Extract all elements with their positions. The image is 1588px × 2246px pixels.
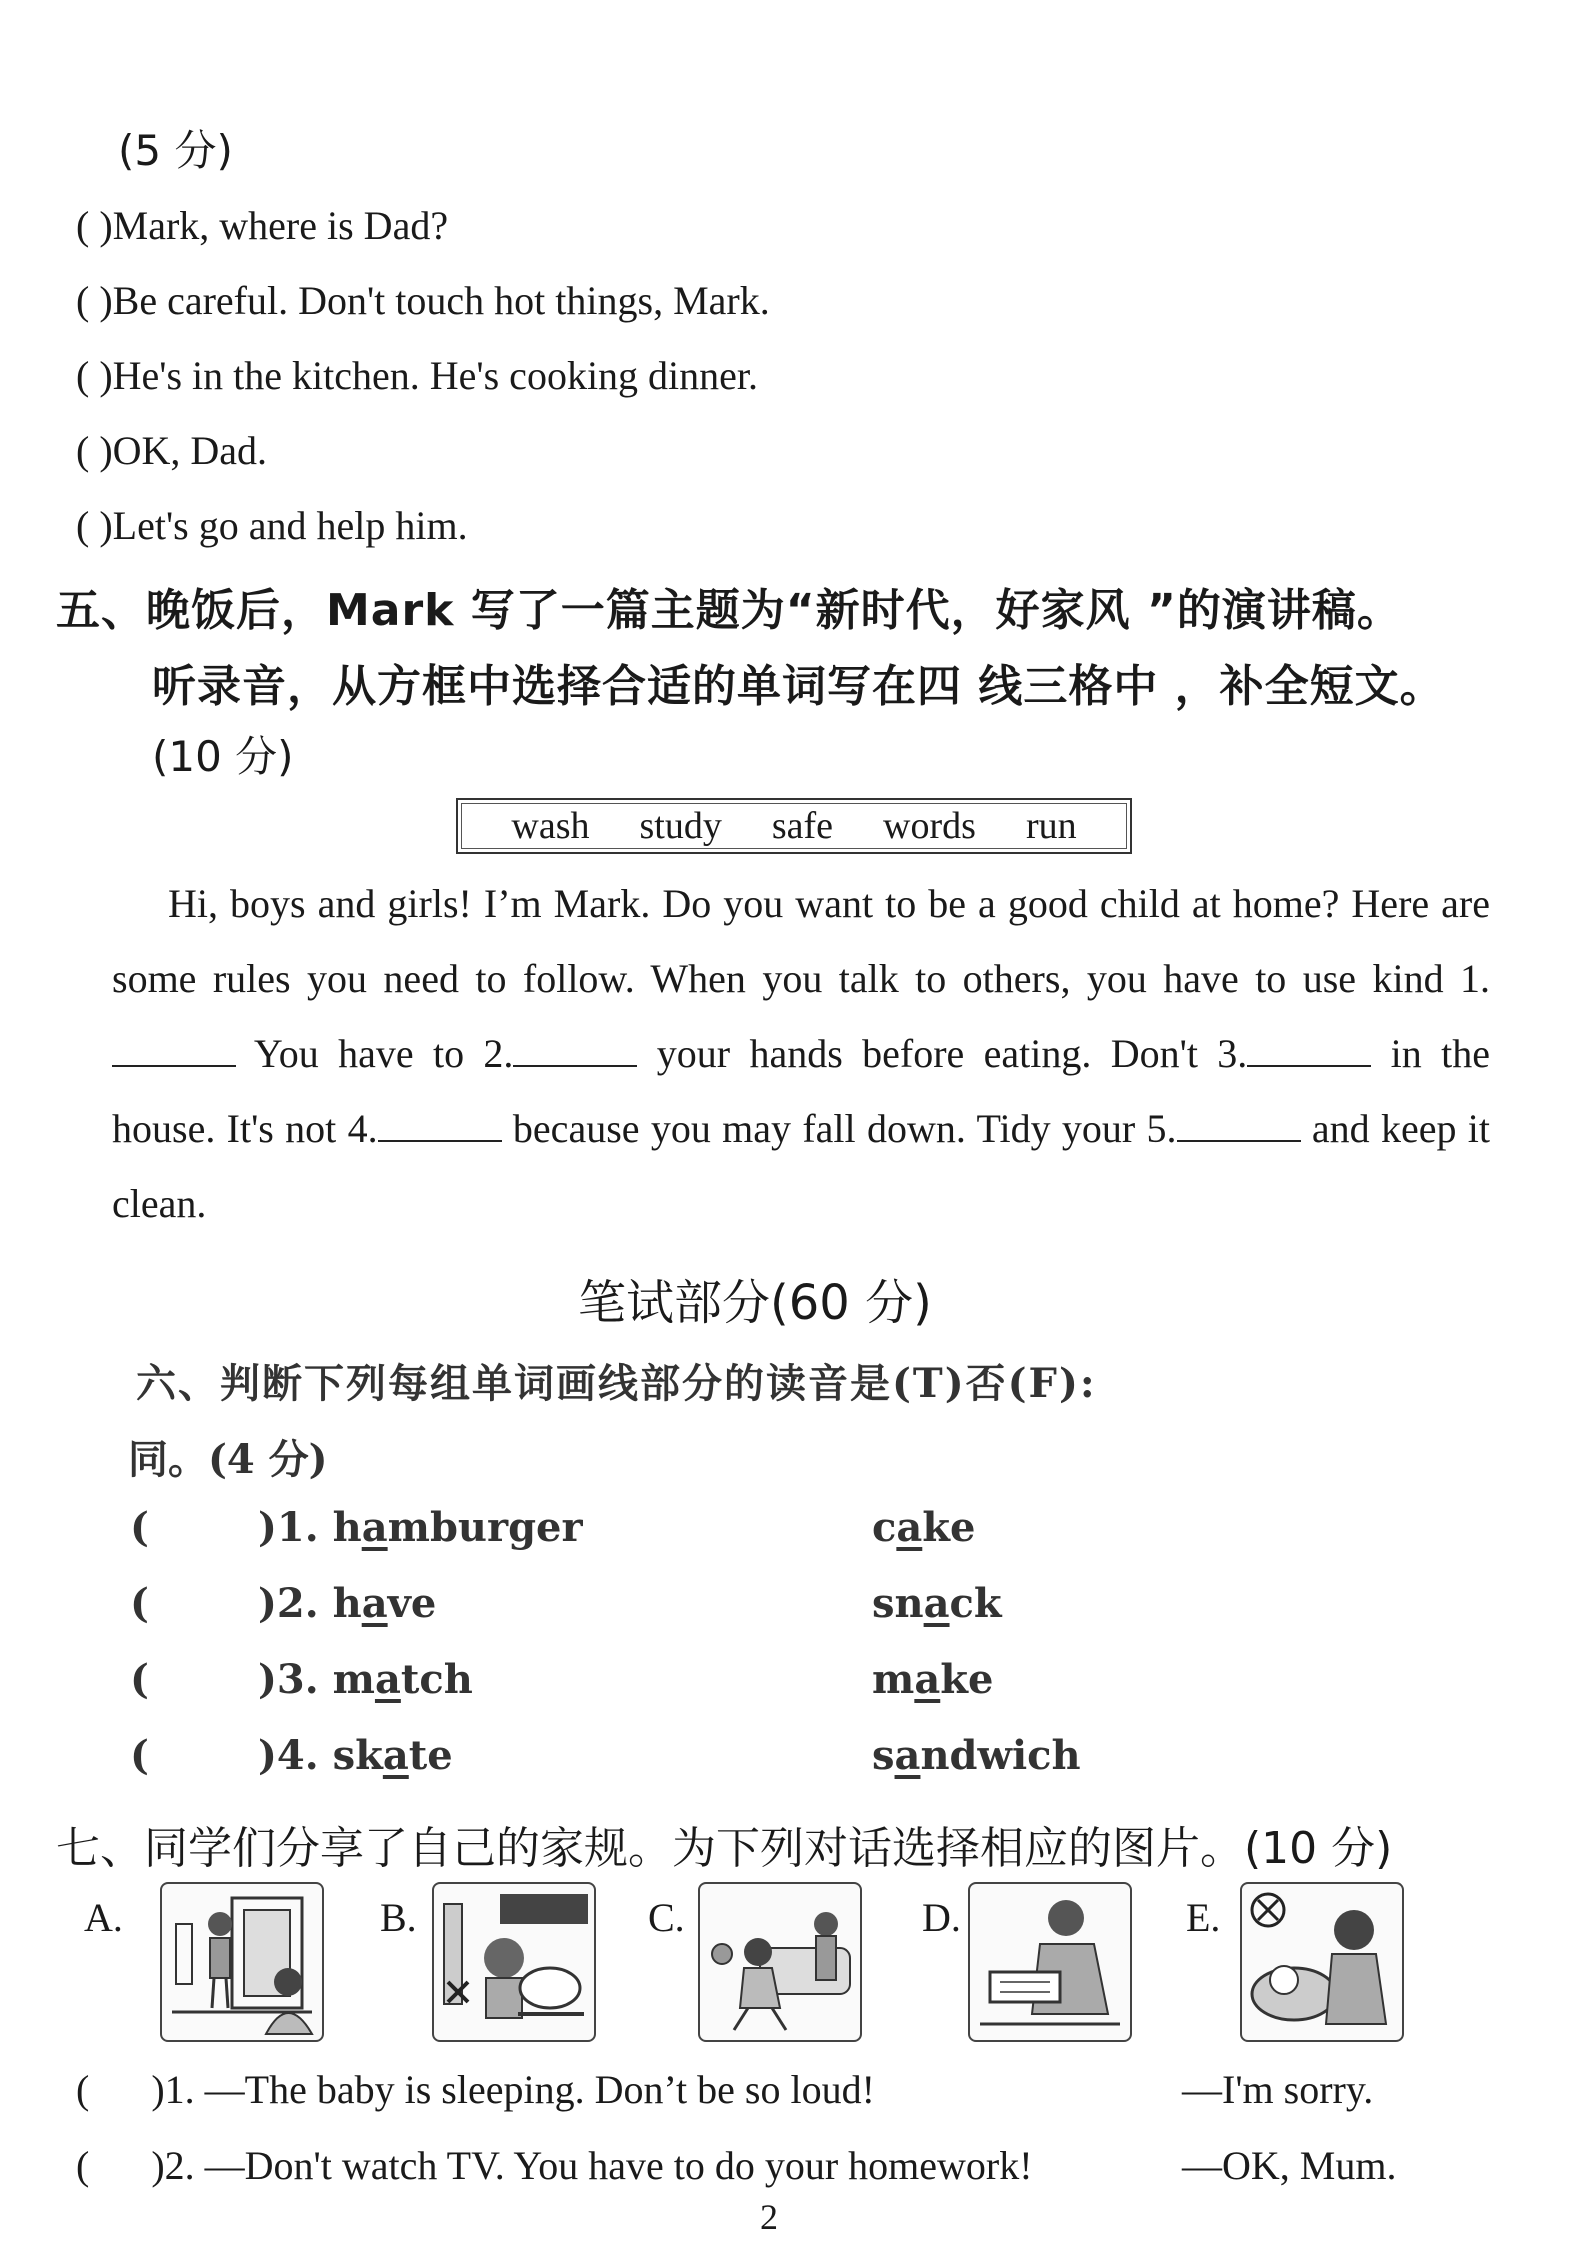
phonics-word-compare: snack [872, 1580, 1002, 1627]
answer-paren[interactable]: ( [130, 1656, 149, 1703]
phonics-pair: )2. have [258, 1580, 437, 1627]
section7-title: 七、同学们分享了自己的家规。为下列对话选择相应的图片。(10 分) [56, 1823, 1393, 1874]
word-bank-item: study [639, 805, 722, 847]
section5-score: (10 分) [152, 732, 294, 781]
answer-paren[interactable]: ( [76, 2067, 90, 2112]
picture-c-illustration [700, 1884, 860, 2040]
phonics-row-1 [130, 1504, 976, 1551]
dialogue-line-5: ( )Let's go and help him. [76, 503, 468, 548]
passage-part: You have to 2. [236, 1031, 514, 1076]
answer-paren[interactable]: ( [130, 1580, 149, 1627]
phonics-word-compare: make [872, 1656, 994, 1703]
picture-d[interactable] [968, 1882, 1132, 2042]
answer-blank-2[interactable] [513, 1064, 637, 1067]
picture-label-e: E. [1186, 1895, 1221, 1940]
answer-paren[interactable]: ( [76, 2143, 90, 2188]
picture-e[interactable] [1240, 1882, 1404, 2042]
phonics-word-compare: sandwich [872, 1732, 1081, 1779]
dialogue-line-2: ( )Be careful. Don't touch hot things, Mark. [76, 278, 770, 323]
picture-c[interactable] [698, 1882, 862, 2042]
page-number: 2 [760, 2197, 778, 2237]
answer-blank-5[interactable] [1177, 1139, 1301, 1142]
section5-title-line1: 五、晚饭后，Mark 写了一篇主题为“新时代，好家风 ”的演讲稿。 [56, 585, 1402, 636]
picture-label-a: A. [84, 1895, 123, 1940]
picture-e-illustration [1242, 1884, 1402, 2040]
passage-part: in the house. It's not 4. [112, 1031, 1490, 1151]
picture-a[interactable] [160, 1882, 324, 2042]
passage-part: Hi, boys and girls! I’m Mark. Do you want to be a good child at home? Here are some rules you need to follow. When you talk to others, you have to use kind 1. [112, 881, 1490, 1001]
picture-b-illustration [434, 1884, 594, 2040]
picture-b[interactable] [432, 1882, 596, 2042]
dialogue-line-3: ( )He's in the kitchen. He's cooking dinner. [76, 353, 759, 398]
picture-a-illustration [162, 1884, 322, 2040]
dialogue-match-1-reply: —I'm sorry. [1182, 2067, 1374, 2112]
dialogue-match-2: ( )2. —Don't watch TV. You have to do your homework! [76, 2143, 1033, 2188]
word-bank-item: safe [771, 805, 834, 847]
word-bank-item: run [1025, 805, 1077, 847]
section5-title-line2: 听录音，从方框中选择合适的单词写在四 线三格中 ，补全短文。 [152, 661, 1445, 712]
dialogue-line-1: ( )Mark, where is Dad? [76, 203, 449, 248]
dialogue-match-1: ( )1. —The baby is sleeping. Don’t be so loud! [76, 2067, 875, 2112]
word-bank-item: wash [511, 805, 590, 847]
answer-paren[interactable]: ( [130, 1732, 149, 1779]
written-part-title: 笔试部分(60 分) [578, 1275, 932, 1331]
phonics-row-3 [130, 1656, 994, 1703]
dialogue-match-2-reply: —OK, Mum. [1182, 2143, 1397, 2188]
section6-title-line1: 六、判断下列每组单词画线部分的读音是(T)否(F): [136, 1360, 1097, 1407]
phonics-row-4 [130, 1732, 1081, 1779]
phonics-pair: )1. hamburger [258, 1504, 583, 1551]
section4-score: (5 分) [118, 126, 233, 175]
passage-part: and keep it clean. [112, 1106, 1490, 1226]
phonics-word-compare: cake [872, 1504, 976, 1551]
phonics-row-2 [130, 1580, 1002, 1627]
answer-blank-3[interactable] [1247, 1064, 1371, 1067]
word-bank-item: words [883, 805, 976, 847]
dialogue-line-4: ( )OK, Dad. [76, 428, 268, 473]
picture-label-b: B. [380, 1895, 417, 1940]
answer-blank-4[interactable] [378, 1139, 502, 1142]
picture-label-d: D. [922, 1895, 961, 1940]
passage-part: because you may fall down. Tidy your 5. [501, 1106, 1177, 1151]
passage-part: your hands before eating. Don't 3. [637, 1031, 1248, 1076]
passage [112, 866, 1490, 1241]
picture-d-illustration [970, 1884, 1130, 2040]
phonics-pair: )3. match [258, 1656, 473, 1703]
word-bank [456, 798, 1132, 854]
section6-title-line2: 同。(4 分) [128, 1436, 328, 1483]
phonics-pair: )4. skate [258, 1732, 453, 1779]
answer-paren[interactable]: ( [130, 1504, 149, 1551]
answer-blank-1[interactable] [112, 1064, 236, 1067]
picture-label-c: C. [648, 1895, 685, 1940]
